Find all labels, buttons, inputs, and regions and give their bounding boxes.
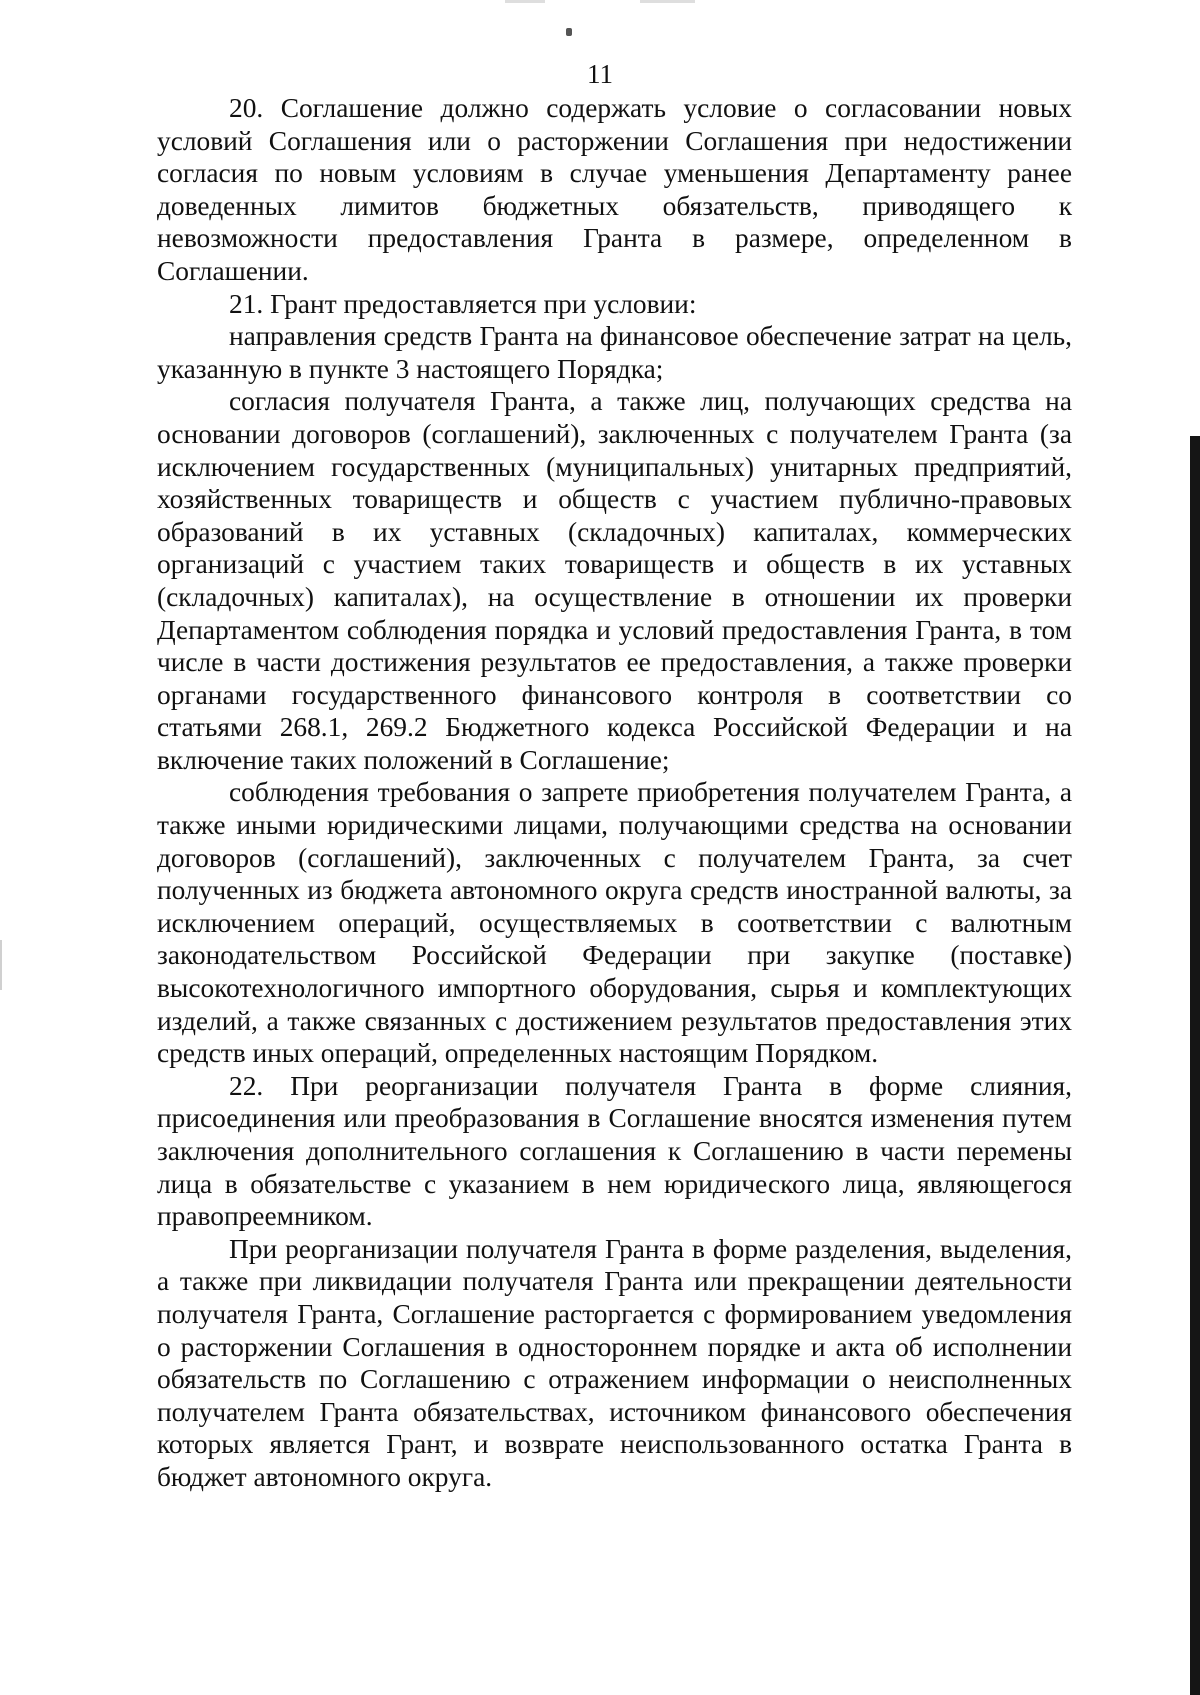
paragraph: направления средств Гранта на финансовое обеспечение затрат на цель, указанную в пункте 3 настоящего Порядка; xyxy=(157,321,1072,384)
scan-artifact xyxy=(505,0,545,3)
paragraph: соблюдения требования о запрете приобретения получателем Гранта, а также иными юридическими лицами, получающими средства на основании договоров (соглашений), заключенных с получателем Гранта, за счет полученных из бюджета автономного округа средств иностранной валюты, за исключением операций, осуществляемых в соответствии с валютным законодательством Российской Федерации при закупке (поставке) высокотехнологичного импортного оборудования, сырья и комплектующих изделий, а также связанных с достижением результатов предоставления этих средств иных операций, определенных настоящим Порядком. xyxy=(157,777,1072,1069)
paragraph: 22. При реорганизации получателя Гранта в форме слияния, присоединения или преобразования в Соглашение вносятся изменения путем заключения дополнительного соглашения к Соглашению в части перемены лица в обязательстве с указанием в нем юридического лица, являющегося правопреемником. xyxy=(157,1070,1072,1232)
paragraph: 21. Грант предоставляется при условии: xyxy=(229,288,697,319)
scan-artifact xyxy=(0,940,2,990)
document-body xyxy=(157,92,1072,1494)
paragraph: При реорганизации получателя Гранта в форме разделения, выделения, а также при ликвидации получателя Гранта или прекращении деятельности получателя Гранта, Соглашение расторгается с формированием уведомления о расторжении Соглашения в одностороннем порядке и акта об исполнении обязательств по Соглашению с отражением информации о неисполненных получателем Гранта обязательствах, источником финансового обеспечения которых является Грант, и возврате неиспользованного остатка Гранта в бюджет автономного округа. xyxy=(157,1233,1072,1492)
scan-edge-shadow xyxy=(1190,436,1200,1695)
scan-artifact xyxy=(566,28,572,36)
paragraph: согласия получателя Гранта, а также лиц, получающих средства на основании договоров (соглашений), заключенных с получателем Гранта (за исключением государственных (муниципальных) унитарных предприятий, хозяйственных товариществ и обществ с участием публично-правовых образований в их уставных (складочных) капиталах, коммерческих организаций с участием таких товариществ и обществ в их уставных (складочных) капиталах), на осуществление в отношении их проверки Департаментом соблюдения порядка и условий предоставления Гранта, в том числе в части достижения результатов ее предоставления, а также проверки органами государственного финансового контроля в соответствии со статьями 268.1, 269.2 Бюджетного кодекса Российской Федерации и на включение таких положений в Соглашение; xyxy=(157,386,1072,775)
scan-artifact xyxy=(640,0,695,3)
paragraph: 20. Соглашение должно содержать условие о согласовании новых условий Соглашения или о расторжении Соглашения при недостижении согласия по новым условиям в случае уменьшения Департаменту ранее доведенных лимитов бюджетных обязательств, приводящего к невозможности предоставления Гранта в размере, определенном в Соглашении. xyxy=(157,93,1072,286)
page-number: 11 xyxy=(587,59,613,89)
